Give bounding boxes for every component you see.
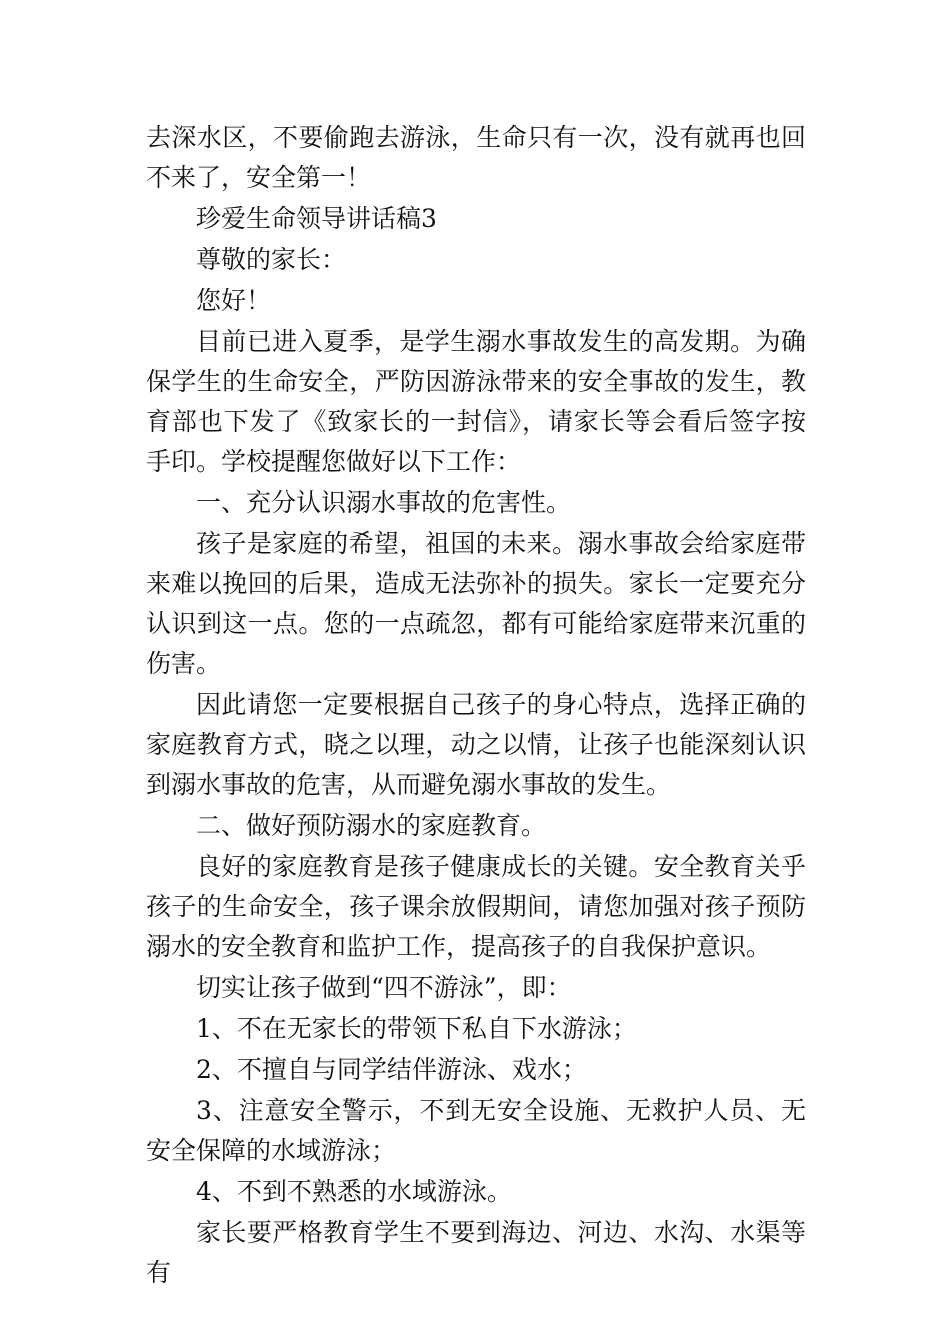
paragraph-continuation: 去深水区，不要偷跑去游泳，生命只有一次，没有就再也回不来了，安全第一！ bbox=[146, 123, 806, 192]
greeting: 您好！ bbox=[196, 286, 272, 315]
paragraph: 孩子是家庭的希望，祖国的未来。溺水事故会给家庭带来难以挽回的后果，造成无法弥补的损失。家长一定要充分认识到这一点。您的一点疏忽，都有可能给家庭带来沉重的伤害。 bbox=[146, 529, 806, 678]
heading-point-one: 一、充分认识溺水事故的危害性。 bbox=[196, 488, 572, 517]
document-body bbox=[146, 118, 806, 1294]
list-item: 2、不擅自与同学结伴游泳、戏水； bbox=[196, 1055, 587, 1084]
heading-point-two: 二、做好预防溺水的家庭教育。 bbox=[196, 811, 547, 840]
section-title: 珍爱生命领导讲话稿3 bbox=[196, 204, 437, 233]
list-item: 4、不到不熟悉的水域游泳。 bbox=[196, 1177, 512, 1206]
salutation: 尊敬的家长： bbox=[196, 245, 347, 274]
list-item: 1、不在无家长的带领下私自下水游泳； bbox=[196, 1014, 637, 1043]
paragraph: 目前已进入夏季，是学生溺水事故发生的高发期。为确保学生的生命安全，严防因游泳带来的安全事故的发生，教育部也下发了《致家长的一封信》，请家长等会看后签字按手印。学校提醒您做好以下工作： bbox=[146, 327, 806, 476]
paragraph: 良好的家庭教育是孩子健康成长的关键。安全教育关乎孩子的生命安全，孩子课余放假期间，请您加强对孩子预防溺水的安全教育和监护工作，提高孩子的自我保护意识。 bbox=[146, 852, 806, 961]
paragraph: 因此请您一定要根据自己孩子的身心特点，选择正确的家庭教育方式，晓之以理，动之以情，让孩子也能深刻认识到溺水事故的危害，从而避免溺水事故的发生。 bbox=[146, 690, 806, 799]
paragraph: 切实让孩子做到“四不游泳”，即： bbox=[196, 973, 572, 1002]
paragraph-truncated: 家长要严格教育学生不要到海边、河边、水沟、水渠等有 bbox=[146, 1218, 806, 1287]
list-item: 3、注意安全警示，不到无安全设施、无救护人员、无安全保障的水域游泳； bbox=[146, 1096, 806, 1165]
